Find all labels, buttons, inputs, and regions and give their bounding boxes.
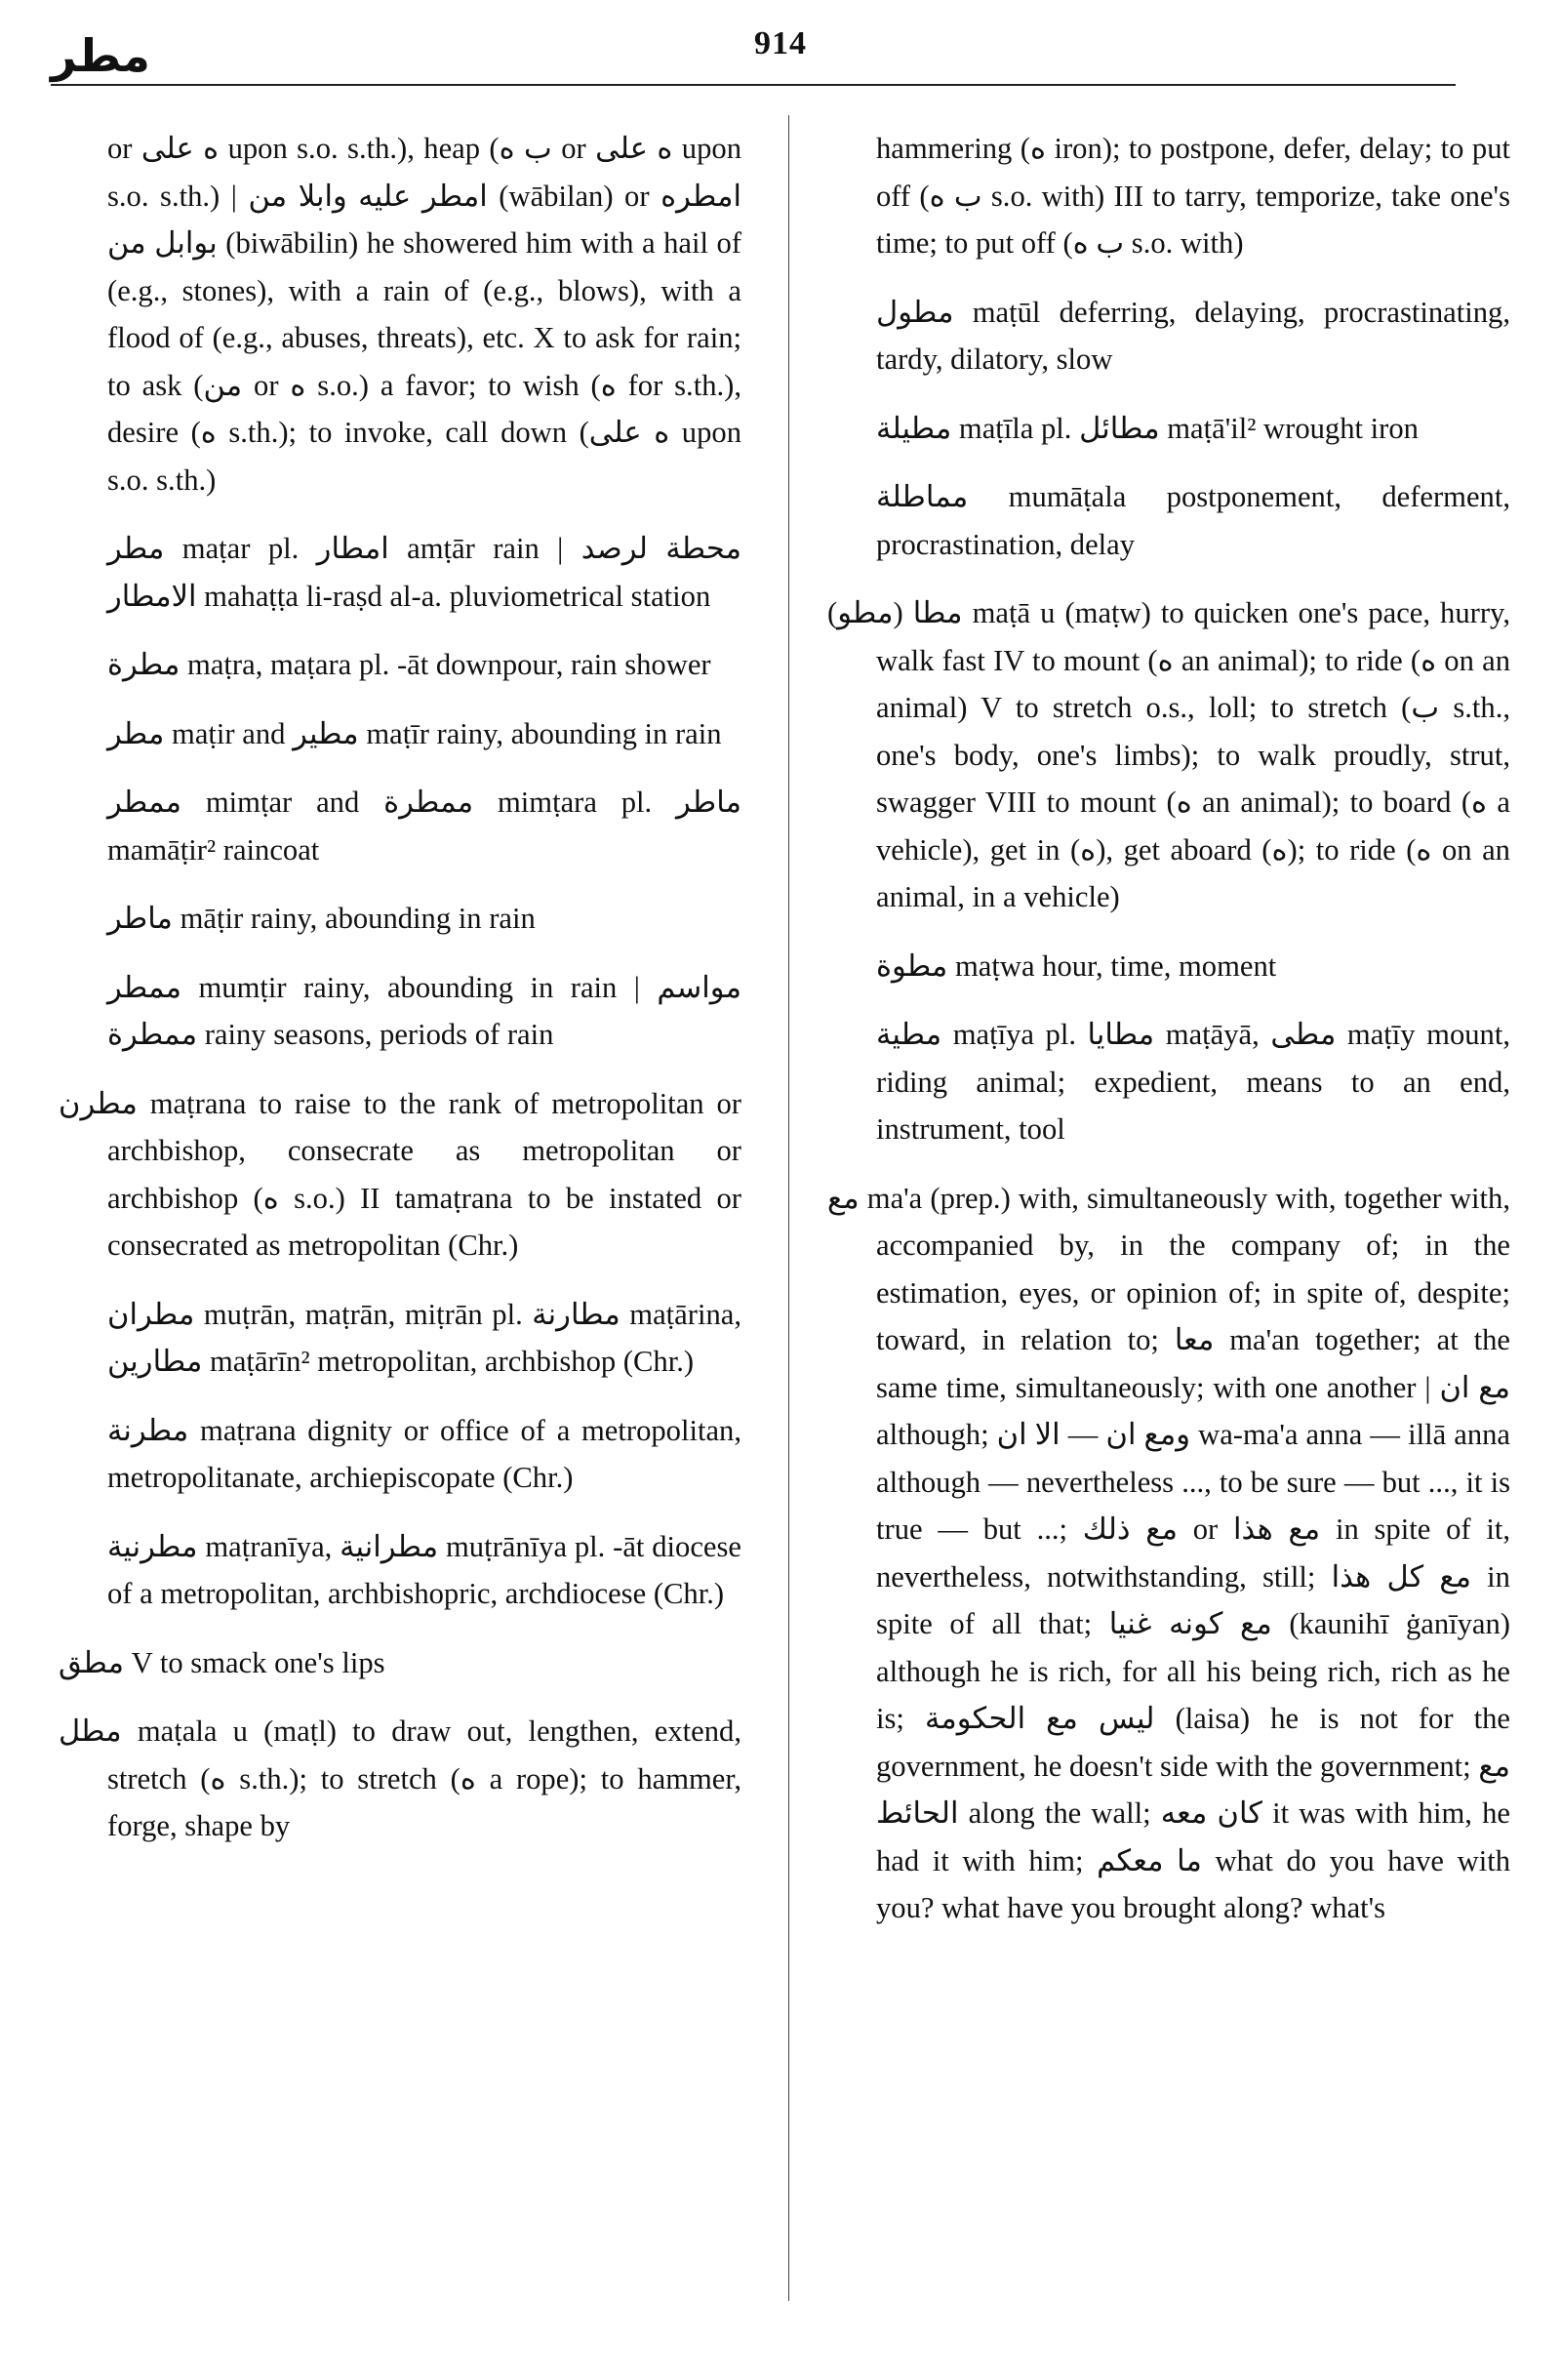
running-head-word: مطر (51, 29, 150, 82)
page-header (0, 0, 1561, 88)
dictionary-entry: مطرنية maṭranīya, مطرانية muṭrānīya pl. -āt diocese of a metropolitan, archbishopric, archdiocese (Chr.) (107, 1529, 741, 1610)
page-number: 914 (754, 25, 807, 61)
dictionary-entry: مطوة maṭwa hour, time, moment (876, 948, 1277, 983)
dictionary-entry: or ه على upon s.o. s.th.), heap (ب ه or ه على upon s.o. s.th.) | امطر عليه وابلا من (wābilan) or امطره بوابل من (biwābilin) he showered him with a hail of (e.g., stones), with a rain of (e.g., blows), with a flood of (e.g., abuses, threats), etc. X to ask for rain; to ask (من or ه s.o.) a favor; to wish (ه for s.th.), desire (ه s.th.); to invoke, call down (ه على upon s.o. s.th.) (107, 132, 742, 497)
column-divider (788, 115, 789, 2301)
dictionary-entry: ممطر mimṭar and ممطرة mimṭara pl. ماطر mamāṭir² raincoat (107, 786, 741, 867)
dictionary-entry: مطر maṭar pl. امطار amṭār rain | محطة لرصد الامطار mahaṭṭa li-raṣd al-a. pluviometrical station (107, 532, 741, 613)
root-entry: مع ma'a (prep.) with, simultaneously with, together with, accompanied by, in the company of; in the estimation, eyes, or opinion of; in spite of, despite; toward, in relation to; معا ma'an together; at the same time, simultaneously; with one another | مع ان although; ومع ان — الا ان wa-ma'a anna — illā anna although — nevertheless ..., to be sure — but ..., it is true — but ...; مع ذلك or مع هذا in spite of it, nevertheless, notwithstanding, still; مع كل هذا in spite of all that; مع كونه غنيا (kaunihī ġanīyan) although he is rich, for all his being rich, rich as he is; ليس مع الحكومة (laisa) he is not for the government, he doesn't side with the government; مع الحائط along the wall; كان معه it was with him, he had it with him; ما معكم what do you have with you? what have you brought along? what's (827, 1181, 1511, 1924)
dictionary-entry: مطرة maṭra, maṭara pl. -āt downpour, rain shower (107, 648, 711, 681)
dictionary-entry: ممطر mumṭir rainy, abounding in rain | مواسم ممطرة rainy seasons, periods of rain (107, 970, 741, 1051)
dictionary-entry: مطول maṭūl deferring, delaying, procrastinating, tardy, dilatory, slow (876, 295, 1510, 376)
dictionary-entry: مطران muṭrān, maṭrān, miṭrān pl. مطارنة maṭārina, مطارين maṭārīn² metropolitan, archbishop (Chr.) (107, 1297, 741, 1378)
left-column (59, 125, 741, 1872)
right-column (827, 125, 1510, 1954)
dictionary-entry: مطية maṭīya pl. مطايا maṭāyā, مطى maṭīy mount, riding animal; expedient, means to an end, instrument, tool (876, 1018, 1510, 1146)
root-entry: مطرن maṭrana to raise to the rank of metropolitan or archbishop, consecrate as metropolitan or archbishop (ه s.o.) II tamaṭrana to be instated or consecrated as metropolitan (Chr.) (59, 1086, 741, 1262)
dictionary-entry: مطر maṭir and مطير maṭīr rainy, abounding in rain (107, 716, 722, 750)
dictionary-entry: مماطلة mumāṭala postponement, deferment, procrastination, delay (876, 480, 1510, 561)
dictionary-entry: hammering (ه iron); to postpone, defer, delay; to put off (ب ه s.o. with) III to tarry, temporize, take one's time; to put off (ب ه s.o. with) (876, 132, 1510, 260)
dictionary-entry: مطرنة maṭrana dignity or office of a metropolitan, metropolitanate, archiepiscopate (Chr.) (107, 1413, 741, 1494)
dictionary-entry: ماطر māṭir rainy, abounding in rain (107, 902, 536, 935)
dictionary-entry: مطيلة maṭīla pl. مطائل maṭā'il² wrought iron (876, 411, 1419, 445)
root-entry: مطق V to smack one's lips (59, 1645, 385, 1679)
root-entry: مطل maṭala u (maṭl) to draw out, lengthen, extend, stretch (ه s.th.); to stretch (ه a rope); to hammer, forge, shape by (59, 1714, 741, 1842)
root-entry: (مطو) مطا maṭā u (maṭw) to quicken one's pace, hurry, walk fast IV to mount (ه an animal); to ride (ه on an animal) V to stretch o.s., loll; to stretch (ب s.th., one's body, one's limbs); to walk proudly, strut, swagger VIII to mount (ه an animal); to board (ه a vehicle), get in (ه), get aboard (ه); to ride (ه on an animal, in a vehicle) (827, 596, 1510, 913)
header-rule (51, 84, 1456, 86)
